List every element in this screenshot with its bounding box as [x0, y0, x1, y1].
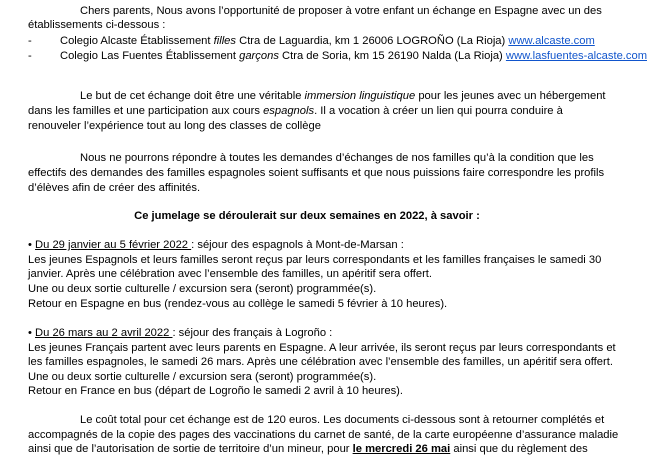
purpose-line-1 [28, 89, 606, 103]
purpose-text: pour les jeunes avec un hébergement [415, 90, 606, 102]
school-item-lasfuentes [28, 49, 647, 63]
period-1-line-2: janvier. Après une célébration avec l’ensemble des familles, un apéritif sera offert. [28, 268, 433, 280]
school-name [28, 35, 595, 47]
period-1-line-4: Retour en Espagne en bus (rendez-vous au collège le samedi 5 février à 10 heures). [28, 298, 448, 310]
purpose-line-3: renouveler l’expérience tout au long des classes de collège [28, 120, 321, 132]
period-1-line-3: Une ou deux sortie culturelle / excursion sera (seront) programmée(s). [28, 283, 377, 295]
section-heading: Ce jumelage se déroulerait sur deux semaines en 2022, à savoir : [134, 210, 480, 222]
purpose-line-2 [28, 104, 586, 118]
school-type: filles [213, 35, 236, 47]
period-2-line-1: Les jeunes Français partent avec leurs parents en Espagne. A leur arrivée, ils seront reçus par leurs correspondants et [28, 342, 616, 354]
school-type: garçons [239, 50, 279, 62]
period-2-title [28, 326, 586, 340]
school-address: Ctra de Laguardia, km 1 26006 LOGROÑO (La Rioja) [236, 35, 509, 47]
cost-line-1: Le coût total pour cet échange est de 120 euros. Les documents ci-dessous sont à retourner complétés et [80, 414, 605, 426]
cost-deadline: le mercredi 26 mai [352, 443, 451, 455]
school-website-link[interactable]: www.lasfuentes-alcaste.com [505, 50, 647, 62]
school-address: Ctra de Soria, km 15 26190 Nalda (La Rioja) [278, 50, 506, 62]
purpose-text: . Il a vocation à créer un lien qui pourra conduire à [314, 105, 563, 117]
period-2-line-3: Une ou deux sortie culturelle / excursion sera (seront) programmée(s). [28, 371, 377, 383]
bullet: • [28, 327, 32, 339]
purpose-text: Le but de cet échange doit être une véritable [80, 90, 305, 102]
period-1-dates: Du 29 janvier au 5 février 2022 [35, 239, 192, 251]
school-name [28, 50, 647, 62]
purpose-text: dans les familles et une participation aux cours [28, 105, 264, 117]
demand-line-3: d’élèves afin de créer des affinités. [28, 182, 201, 194]
period-1-title [28, 238, 586, 252]
period-1-line-1: Les jeunes Espagnols et leurs familles seront reçus par leurs correspondants et les familles françaises le samedi 30 [28, 254, 602, 266]
cost-text: ainsi que de l’autorisation de sortie de territoire d’un mineur, pour [28, 443, 353, 455]
list-dash: - [28, 50, 32, 62]
school-name-text: Colegio Las Fuentes Établissement [60, 50, 240, 62]
demand-line-1: Nous ne pourrons répondre à toutes les demandes d’échanges de nos familles qu’à la condition que les [80, 152, 594, 164]
school-item-alcaste [28, 34, 595, 48]
period-1-label: : séjour des espagnols à Mont-de-Marsan : [191, 239, 404, 251]
period-2-line-2: les familles espagnoles, le samedi 26 mars. Après une célébration avec l’ensemble des familles, un apéritif sera offert. [28, 356, 613, 368]
period-2-dates: Du 26 mars au 2 avril 2022 [35, 327, 173, 339]
cost-line-2: accompagnés de la copie des pages des vaccinations du carnet de santé, de la carte européenne d’assurance maladie [28, 429, 619, 441]
intro-line-1: Chers parents, Nous avons l’opportunité de proposer à votre enfant un échange en Espagne avec un des [80, 5, 602, 17]
school-website-link[interactable]: www.alcaste.com [508, 35, 595, 47]
school-name-text: Colegio Alcaste Établissement [60, 35, 214, 47]
intro-line-2: établissements ci-dessous : [28, 19, 166, 31]
purpose-emphasis: espagnols [263, 105, 315, 117]
demand-line-2: effectifs des demandes des familles espagnoles soient suffisants et que nous puissions faire correspondre les profils [28, 167, 605, 179]
list-dash: - [28, 35, 32, 47]
cost-text: ainsi que du règlement des [450, 443, 588, 455]
period-2-label: : séjour des français à Logroño : [172, 327, 333, 339]
cost-line-3 [28, 442, 588, 456]
bullet: • [28, 239, 32, 251]
period-2-line-4: Retour en France en bus (départ de Logroño le samedi 2 avril à 10 heures). [28, 385, 403, 397]
purpose-emphasis: immersion linguistique [304, 90, 416, 102]
